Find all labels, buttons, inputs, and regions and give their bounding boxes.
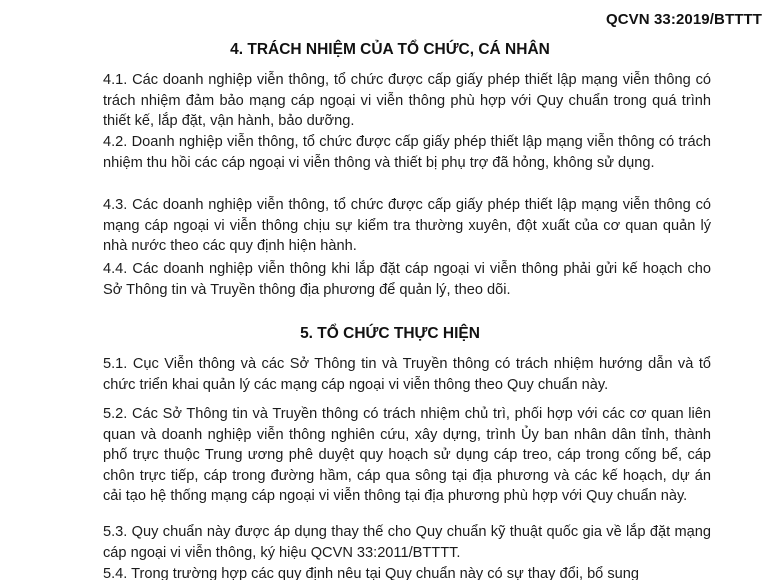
document-code: QCVN 33:2019/BTTTT: [605, 11, 762, 28]
paragraph-4-3: 4.3. Các doanh nghiệp viễn thông, tổ chức được cấp giấy phép thiết lập mạng viễn thông có mạng cáp ngoại vi viễn thông chịu sự kiểm tra thường xuyên, đột xuất của cơ quan quản lý nhà nước theo các quy định hiện hành.: [103, 197, 711, 254]
paragraph-5-4: 5.4. Trong trường hợp các quy định nêu tại Quy chuẩn này có sự thay đổi, bổ sung: [103, 566, 639, 580]
paragraph-4-4: 4.4. Các doanh nghiệp viễn thông khi lắp đặt cáp ngoại vi viễn thông phải gửi kế hoạch cho Sở Thông tin và Truyền thông địa phương để quản lý, theo dõi.: [103, 261, 711, 298]
paragraph-4-1: 4.1. Các doanh nghiệp viễn thông, tổ chức được cấp giấy phép thiết lập mạng viễn thông có trách nhiệm đảm bảo mạng cáp ngoại vi viễn thông phù hợp với Quy chuẩn trong quá trình thiết kế, lắp đặt, vận hành, bảo dưỡng.: [103, 72, 711, 129]
paragraph-5-2: 5.2. Các Sở Thông tin và Truyền thông có trách nhiệm chủ trì, phối hợp với các cơ quan liên quan và doanh nghiệp viễn thông nghiên cứu, xây dựng, trình Ủy ban nhân dân tỉnh, thành phố trực thuộc Trung ương phê duyệt quy hoạch sử dụng cáp treo, cáp trong cống bể, cáp chôn trực tiếp, cáp trong đường hầm, cáp qua sông tại địa phương và các kế hoạch, dự án cải tạo hệ thống mạng cáp ngoại vi viễn thông tại địa phương phù hợp với Quy chuẩn này.: [103, 406, 711, 504]
paragraph-5-3: 5.3. Quy chuẩn này được áp dụng thay thế cho Quy chuẩn kỹ thuật quốc gia về lắp đặt mạng cáp ngoại vi viễn thông, ký hiệu QCVN 33:2011/BTTTT.: [103, 524, 711, 561]
paragraph-5-1: 5.1. Cục Viễn thông và các Sở Thông tin và Truyền thông có trách nhiệm hướng dẫn và tổ chức triển khai quản lý các mạng cáp ngoại vi viễn thông theo Quy chuẩn này.: [103, 356, 711, 393]
paragraph-4-2: 4.2. Doanh nghiệp viễn thông, tổ chức được cấp giấy phép thiết lập mạng viễn thông có trách nhiệm thu hồi các cáp ngoại vi viễn thông và thiết bị phụ trợ đã hỏng, không sử dụng.: [103, 134, 711, 171]
section-5-heading: 5. TỔ CHỨC THỰC HIỆN: [300, 325, 480, 342]
section-4-heading: 4. TRÁCH NHIỆM CỦA TỔ CHỨC, CÁ NHÂN: [230, 41, 550, 58]
